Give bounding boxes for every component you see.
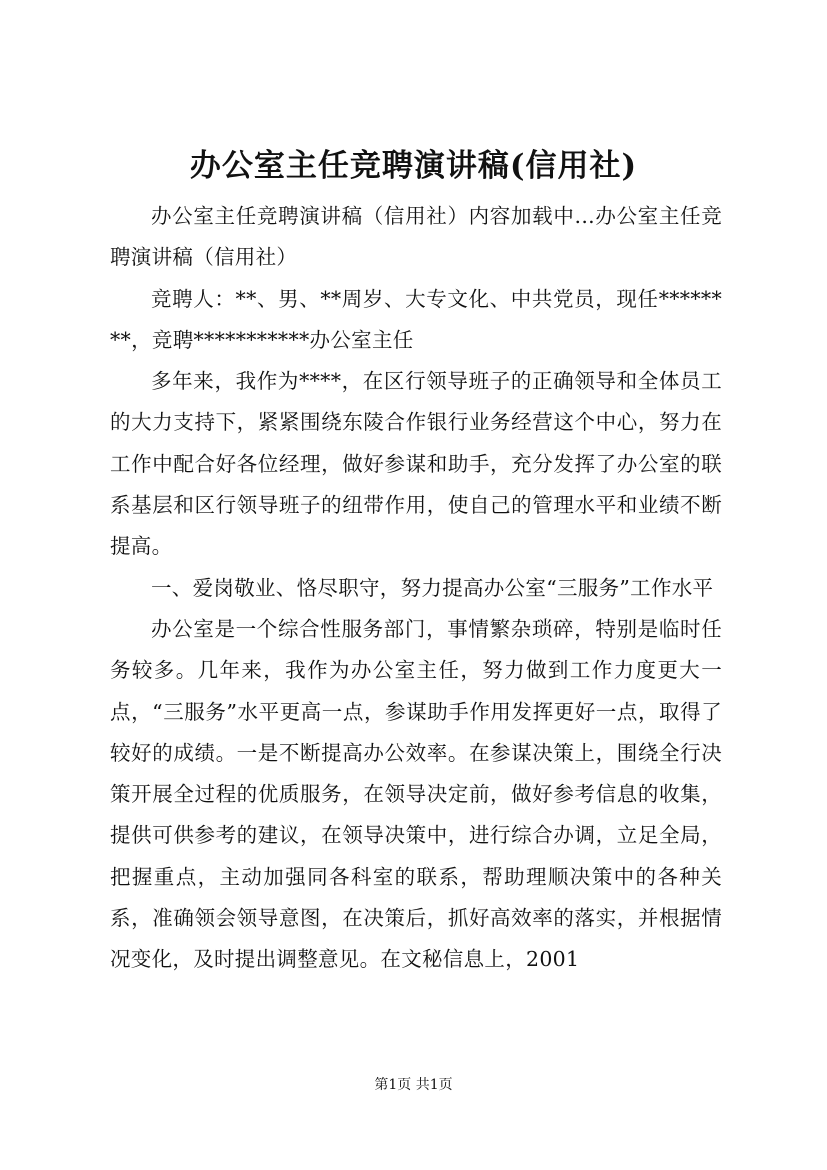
paragraph-section-1: 办公室是一个综合性服务部门，事情繁杂琐碎，特别是临时任务较多。几年来，我作为办公室主任，努力做到工作力度更大一点，“三服务”水平更高一点，参谋助手作用发挥更好一点，取得了较好的成绩。一是不断提高办公效率。在参谋决策上，围绕全行决策开展全过程的优质服务，在领导决定前，做好参考信息的收集，提供可供参考的建议，在领导决策中，进行综合办调，立足全局，把握重点，主动加强同各科室的联系，帮助理顺决策中的各种关系，准确领会领导意图，在决策后，抓好高效率的落实，并根据情况变化，及时提出调整意见。在文秘信息上，2001 [110,616,722,972]
page-number: 第1页 共1页 [374,1077,453,1093]
paragraph-candidate: 竞聘人：**、男、**周岁、大专文化、中共党员，现任********，竞聘***********办公室主任 [110,286,722,352]
document-title: 办公室主任竞聘演讲稿(信用社) [189,148,638,184]
document-body [110,196,722,981]
paragraph-overview: 多年来，我作为****，在区行领导班子的正确领导和全体员工的大力支持下，紧紧围绕东陵合作银行业务经营这个中心，努力在工作中配合好各位经理，做好参谋和助手，充分发挥了办公室的联系基层和区行领导班子的纽带作用，使自己的管理水平和业绩不断提高。 [110,369,722,559]
section-heading-1: 一、爱岗敬业、恪尽职守，努力提高办公室“三服务”工作水平 [151,575,714,600]
paragraph-intro: 办公室主任竞聘演讲稿（信用社）内容加载中...办公室主任竞聘演讲稿（信用社） [110,204,722,270]
